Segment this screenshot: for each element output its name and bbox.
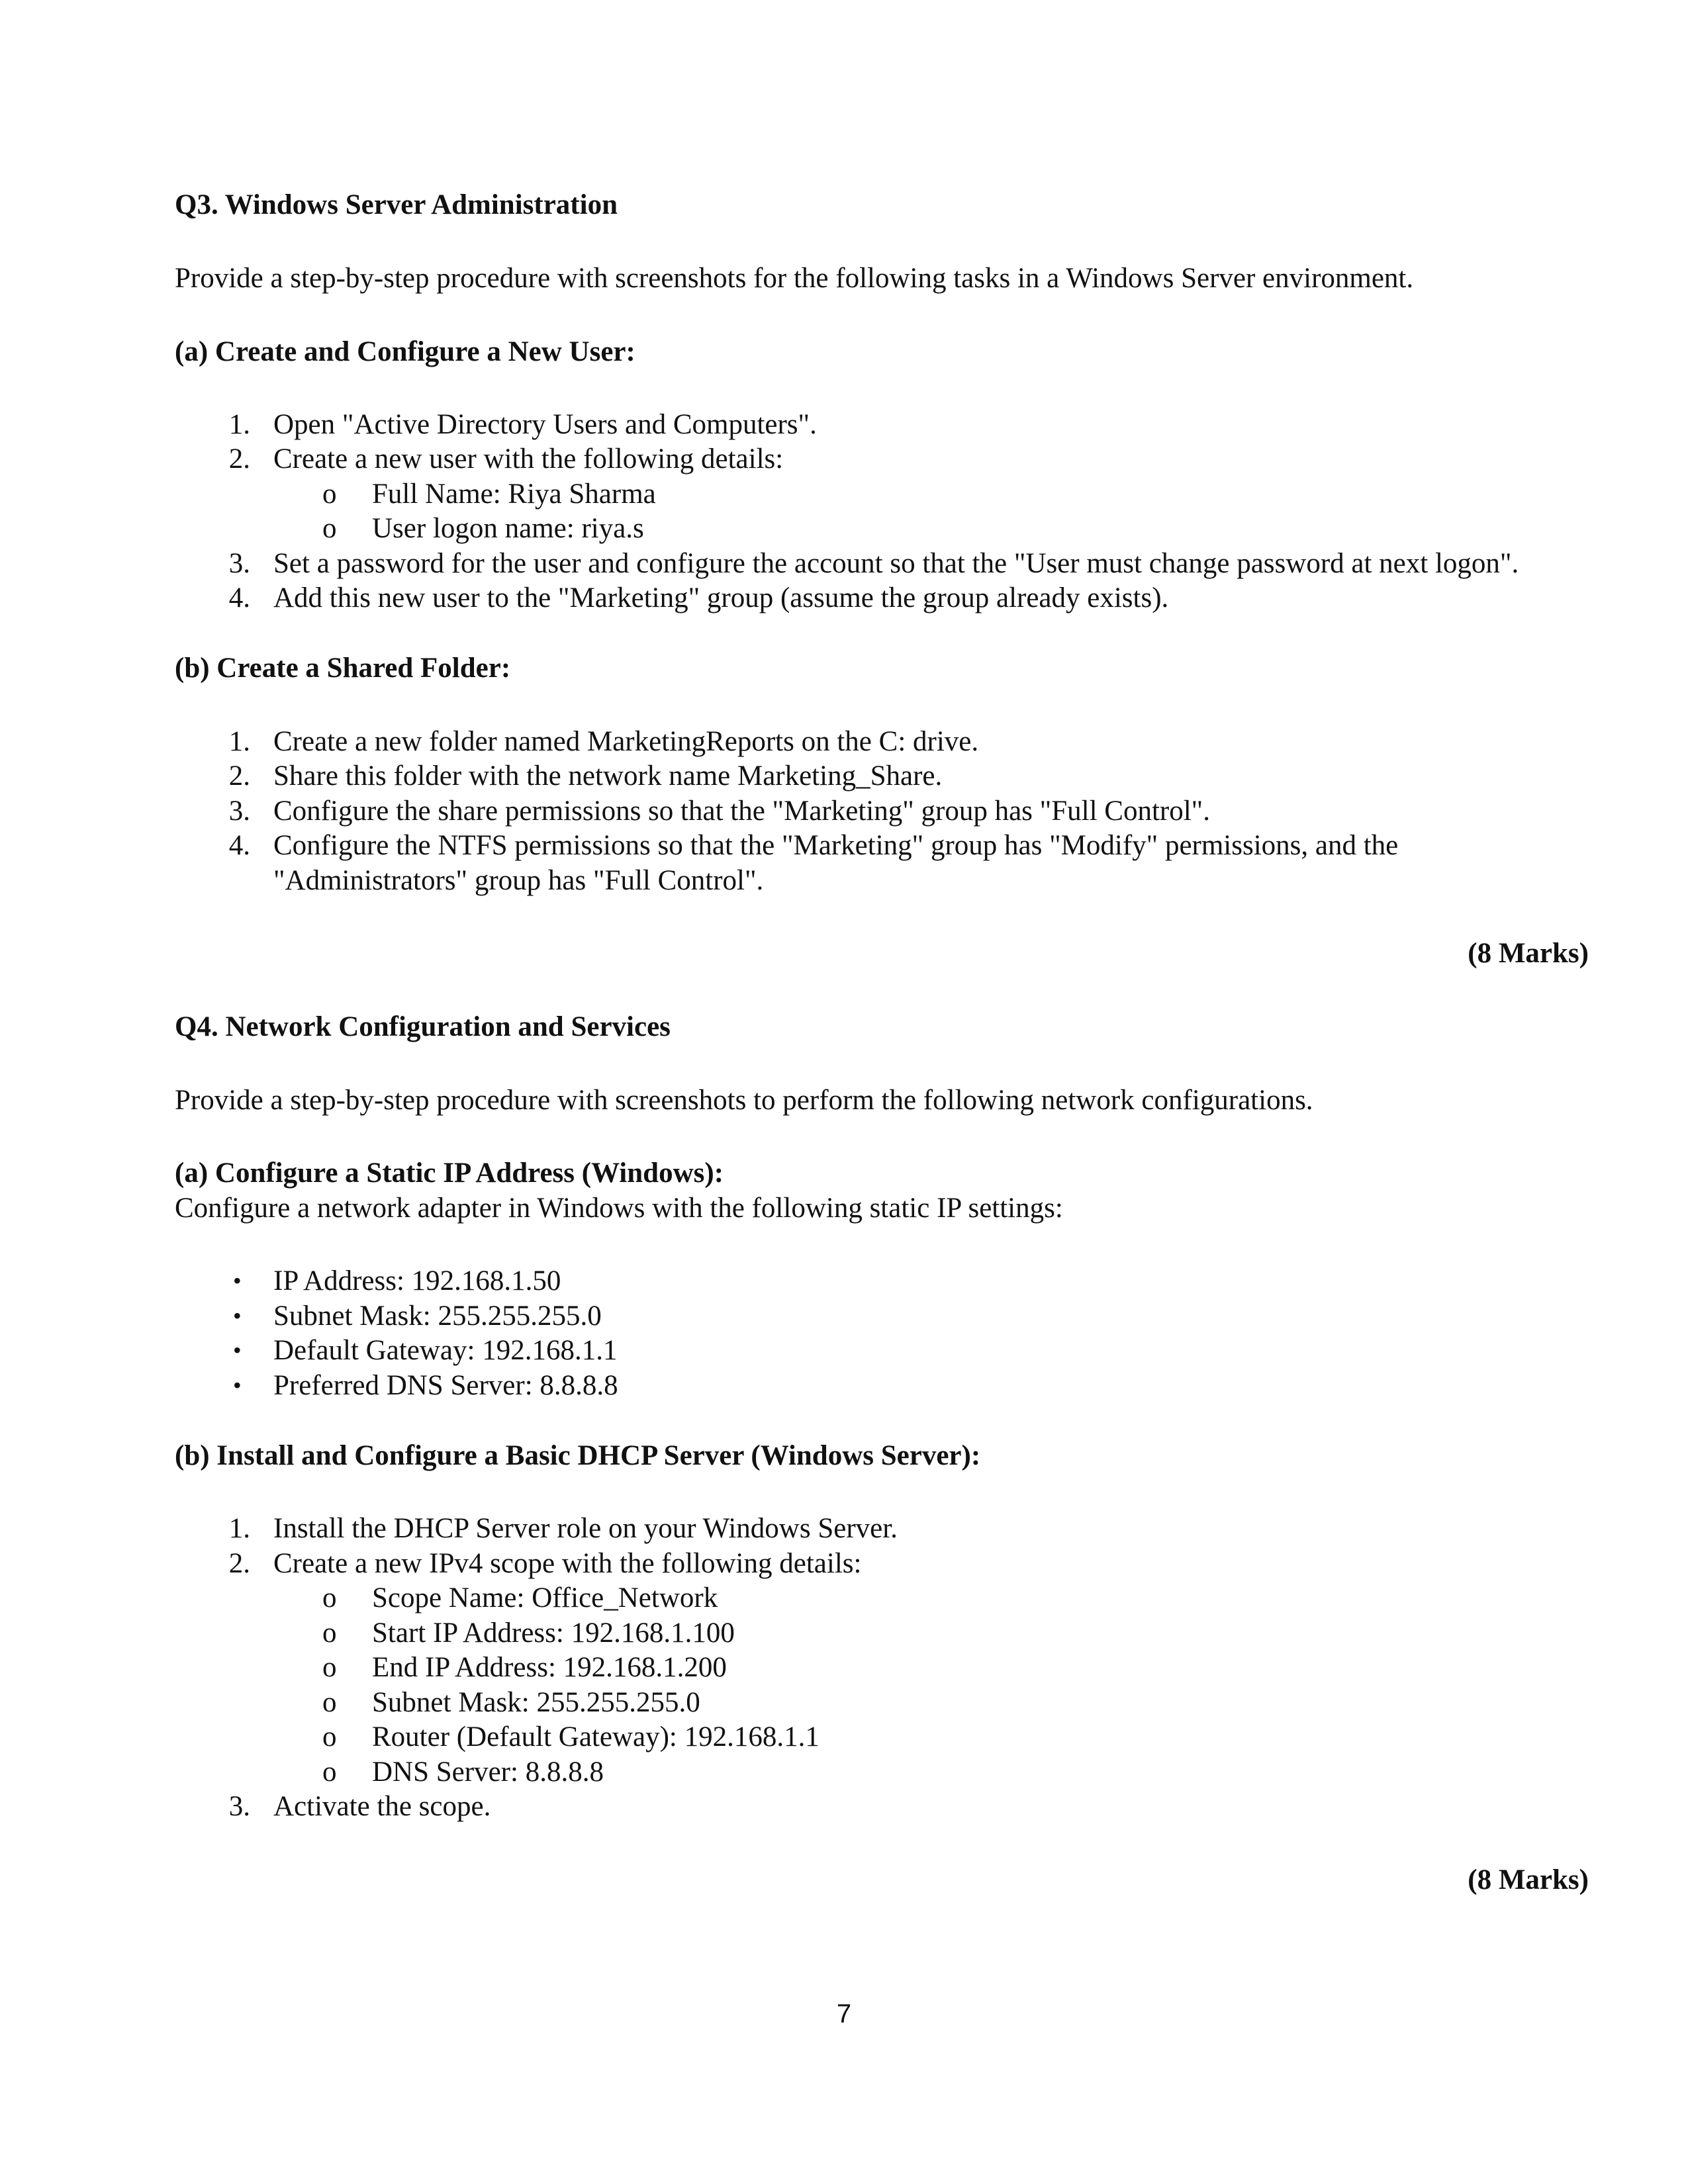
circle-bullet-icon: o (322, 513, 337, 544)
item-number: 2. (228, 443, 250, 475)
item-text: User logon name: riya.s (372, 513, 644, 544)
q3-part-a-heading: (a) Create and Configure a New User: (175, 336, 635, 367)
item-text: Add this new user to the "Marketing" group (assume the group already exists). (273, 582, 1169, 614)
bullet-dot-icon: • (233, 1337, 242, 1363)
item-text: Full Name: Riya Sharma (372, 478, 656, 510)
q4-part-b-heading: (b) Install and Configure a Basic DHCP Server (Windows Server): (175, 1440, 981, 1471)
item-number: 4. (228, 830, 250, 861)
item-text: Set a password for the user and configure the account so that the "User must change password at next logon". (273, 548, 1519, 579)
item-text: Default Gateway: 192.168.1.1 (273, 1335, 618, 1366)
item-number: 1. (228, 1513, 250, 1544)
item-text: Open "Active Directory Users and Computers". (273, 409, 817, 440)
item-text: Create a new user with the following details: (273, 443, 784, 475)
item-text: Share this folder with the network name Marketing_Share. (273, 760, 943, 792)
q4-intro: Provide a step-by-step procedure with screenshots to perform the following network configurations. (175, 1085, 1313, 1116)
item-text: Install the DHCP Server role on your Windows Server. (273, 1513, 898, 1544)
item-text: Configure the share permissions so that the "Marketing" group has "Full Control". (273, 796, 1210, 827)
item-text: Subnet Mask: 255.255.255.0 (372, 1687, 700, 1718)
circle-bullet-icon: o (322, 1756, 337, 1788)
bullet-dot-icon: • (233, 1267, 242, 1294)
bullet-dot-icon: • (233, 1372, 242, 1398)
circle-bullet-icon: o (322, 1687, 337, 1718)
item-number: 2. (228, 760, 250, 792)
q4-part-a-heading: (a) Configure a Static IP Address (Windows): (175, 1158, 724, 1189)
circle-bullet-icon: o (322, 1652, 337, 1683)
q4-part-a-description: Configure a network adapter in Windows with the following static IP settings: (175, 1193, 1063, 1224)
item-text: Activate the scope. (273, 1791, 491, 1822)
item-number: 1. (228, 409, 250, 440)
item-text: End IP Address: 192.168.1.200 (372, 1652, 727, 1683)
item-text: Router (Default Gateway): 192.168.1.1 (372, 1721, 820, 1752)
item-number: 4. (228, 582, 250, 614)
item-text: Create a new IPv4 scope with the following details: (273, 1548, 862, 1579)
item-text: "Administrators" group has "Full Control". (273, 865, 764, 896)
item-text: Start IP Address: 192.168.1.100 (372, 1617, 735, 1649)
item-number: 3. (228, 548, 250, 579)
item-text: Preferred DNS Server: 8.8.8.8 (273, 1370, 618, 1401)
item-number: 2. (228, 1548, 250, 1579)
item-text: Subnet Mask: 255.255.255.0 (273, 1300, 602, 1332)
q3-marks: (8 Marks) (1468, 938, 1589, 969)
page-number: 7 (836, 1999, 852, 2028)
item-number: 3. (228, 796, 250, 827)
item-text: Scope Name: Office_Network (372, 1582, 718, 1614)
circle-bullet-icon: o (322, 1721, 337, 1752)
q3-intro: Provide a step-by-step procedure with screenshots for the following tasks in a Windows Server environment. (175, 263, 1414, 294)
q4-marks: (8 Marks) (1468, 1864, 1589, 1895)
item-number: 1. (228, 726, 250, 757)
q4-title: Q4. Network Configuration and Services (175, 1011, 671, 1042)
q3-title: Q3. Windows Server Administration (175, 189, 618, 220)
item-text: Create a new folder named MarketingReports on the C: drive. (273, 726, 979, 757)
circle-bullet-icon: o (322, 1582, 337, 1614)
item-text: IP Address: 192.168.1.50 (273, 1265, 561, 1297)
circle-bullet-icon: o (322, 478, 337, 510)
q3-part-b-heading: (b) Create a Shared Folder: (175, 653, 511, 684)
item-text: Configure the NTFS permissions so that the "Marketing" group has "Modify" permissions, and the (273, 830, 1399, 861)
item-number: 3. (228, 1791, 250, 1822)
item-text: DNS Server: 8.8.8.8 (372, 1756, 604, 1788)
circle-bullet-icon: o (322, 1617, 337, 1649)
bullet-dot-icon: • (233, 1302, 242, 1329)
